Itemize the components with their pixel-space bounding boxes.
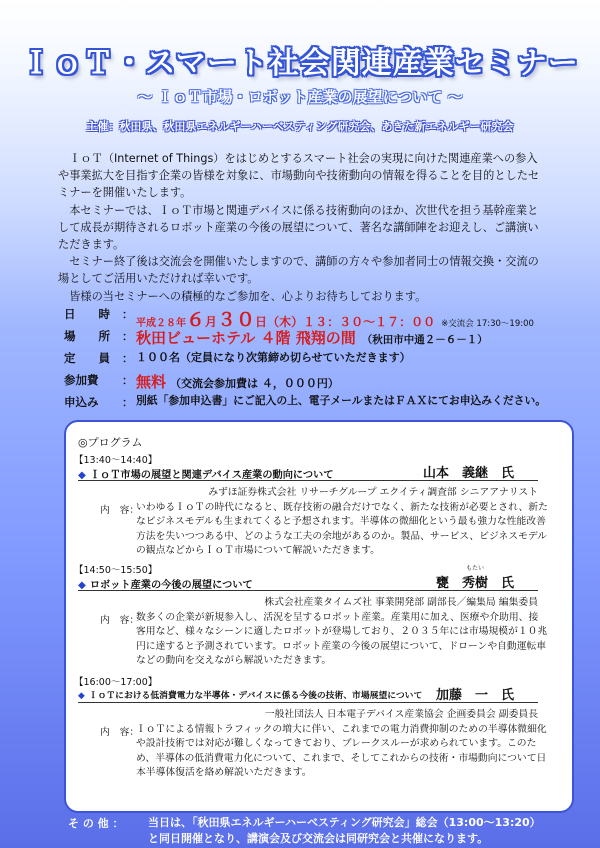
venue-name: 秋田ビューホテル ４階 飛翔の間 — [136, 329, 356, 347]
fee-note: （交流会参加費は ４，０００円） — [170, 377, 339, 390]
fee-label: 参加費 — [64, 373, 99, 387]
session-content: いわゆるＩｏＴの時代になると、既存技術の融合だけでなく、新たな技術が必要とされ、新たなビジネスモデルも生まれてくると予想されます。半導体の微細化という最も強力な性能改善方法を失いつつある中、どのような工夫の余地があるのか。製品、サービス、ビジネスモデルの観点などからＩｏＴ市場について解説いただきます。 — [136, 502, 548, 556]
session-title — [78, 688, 422, 701]
diamond-icon: ◆ — [78, 580, 86, 591]
speaker-affiliation: 一般社団法人 日本電子デバイス産業協会 企画委員会 副委員長 — [264, 709, 538, 720]
session-title-text: ＩｏＴ市場の展望と関連デバイス産業の動向について — [89, 470, 334, 481]
speaker-affiliation: 株式会社産業タイムズ社 事業開発部 副部長／編集局 編集委員 — [264, 597, 538, 608]
colon: ： — [122, 396, 133, 409]
date-day: ３０ — [217, 309, 256, 331]
venue-row — [64, 324, 574, 346]
session-title — [78, 466, 333, 481]
other-line: 当日は、「秋田県エネルギーハーベスティング研究会」総会（13:00～13:20） — [148, 816, 541, 829]
session-speaker: 加藤 一 氏 — [435, 688, 514, 703]
colon: ： — [122, 374, 133, 387]
capacity-label: 定 員 — [64, 351, 110, 365]
diamond-icon: ◆ — [78, 470, 86, 481]
fee-row — [64, 368, 574, 390]
application-row — [64, 390, 574, 412]
session-time: 【14:50～15:50】 — [74, 565, 158, 576]
intro-paragraph: 皆様の当セミナーへの積極的なご参加を、心よりお待ちしております。 — [69, 289, 427, 303]
colon: ： — [122, 330, 133, 343]
venue-value — [136, 327, 488, 348]
session-time: 【16:00～17:00】 — [74, 677, 158, 688]
program-session — [74, 674, 564, 784]
other-value — [148, 815, 541, 847]
session-content: ＩｏＴによる情報トラフィックの増大に伴い、これまでの電力消費抑制のための半導体微細化や設計技術では対応が難しくなってきており、ブレークスルーが求められています。このため、半導体の低消費電力化について、これまで、そしてこれからの技術・市場動向について日本半導体復活を絡め解説いただきます。 — [136, 724, 547, 778]
date-prefix: 平成２８年 — [136, 318, 186, 329]
program-heading: ◎プログラム — [78, 436, 143, 449]
seminar-subtitle: ～ ＩｏＴ市場・ロボット産業の展望について ～ — [137, 88, 463, 106]
program-session — [74, 562, 564, 672]
program-session — [74, 452, 564, 562]
capacity-row — [64, 346, 574, 368]
date-label: 日 時 — [64, 307, 110, 321]
event-details — [64, 302, 574, 412]
diamond-icon: ◆ — [78, 691, 85, 701]
date-month: ６ — [186, 309, 206, 331]
program-box — [64, 420, 574, 813]
application-value: 別紙「参加申込書」にご記入の上、電子メールまたはＦＡＸにてお申込みください。 — [136, 394, 547, 407]
reception-note: ※交流会 17:30～19:00 — [441, 319, 534, 329]
venue-label: 場 所 — [64, 329, 110, 343]
title-underline — [78, 480, 538, 481]
content-label: 内 容： — [100, 615, 140, 626]
content-label: 内 容： — [100, 727, 140, 738]
colon: ： — [122, 352, 133, 365]
date-day-unit: 日 — [255, 315, 268, 329]
intro-paragraph: ＩｏＴ（Internet of Things）をはじめとするスマート社会の実現に向けた関連産業への参入や事業拡大を目指す企業の皆様を対象に、市場動向や技術動向の情報を得ることを目的としたセミナーを開催いたします。 — [58, 152, 540, 200]
content-label: 内 容： — [100, 505, 140, 516]
intro-paragraph: 本セミナーでは、ＩｏＴ市場と関連デバイスに係る技術動向のほか、次世代を担う基幹産業として成長が期待されるロボット産業の今後の展望について、著名な講師陣をお迎えし、ご講演いただきます。 — [58, 203, 539, 252]
date-time: １３：３０～１７：００ — [303, 315, 436, 329]
session-speaker: 甕 秀樹 氏 — [435, 576, 514, 591]
session-title-text: ロボット産業の今後の展望について — [89, 580, 253, 591]
session-title — [78, 576, 253, 591]
intro-paragraph: セミナー終了後は交流会を開催いたしますので、講師の方々や参加者同士の情報交換・交流の場としてご活用いただければ幸いです。 — [58, 255, 539, 286]
speaker-ruby: もたい — [465, 565, 484, 572]
title-underline — [78, 590, 538, 591]
other-line: と同日開催となり、講演会及び交流会は同研究会と共催になります。 — [148, 832, 489, 845]
title-underline — [78, 702, 538, 703]
session-speaker: 山本 義継 氏 — [422, 466, 514, 481]
date-month-unit: 月 — [205, 315, 218, 329]
venue-address: （秋田市中通２－６－１） — [361, 334, 488, 346]
session-content: 数多くの企業が新規参入し、活況を呈するロボット産業。産業用に加え、医療や介助用、接客用など、様々なシーンに適したロボットが登場しており、２０３５年には市場規模が１０兆円に達すると予測されています。ロボット産業の今後の展望について、ドローンや自動運転車などの動向を交えながら解説いただきます。 — [136, 612, 548, 666]
other-label: そ の 他 ： — [68, 817, 124, 830]
session-time: 【13:40～14:40】 — [74, 455, 158, 466]
organizer-line: 主催：秋田県、秋田県エネルギーハーベスティング研究会、あきた新エネルギー研究会 — [86, 120, 514, 133]
speaker-affiliation: みずほ証券株式会社 リサーチグループ エクイティ調査部 シニアアナリスト — [208, 487, 538, 498]
intro-text — [58, 150, 548, 305]
capacity-value: １００名（定員になり次第締め切らせていただきます） — [136, 351, 411, 364]
date-weekday: （木） — [267, 315, 304, 329]
session-title-text: ＩｏＴにおける低消費電力な半導体・デバイスに係る今後の技術、市場展望について — [88, 691, 423, 701]
date-row — [64, 302, 574, 331]
colon: ： — [122, 308, 133, 321]
seminar-title: ＩｏＴ・スマート社会関連産業セミナー — [21, 46, 579, 81]
fee-free: 無料 — [136, 373, 167, 391]
fee-value — [136, 371, 339, 392]
application-label: 申込み — [64, 395, 99, 409]
